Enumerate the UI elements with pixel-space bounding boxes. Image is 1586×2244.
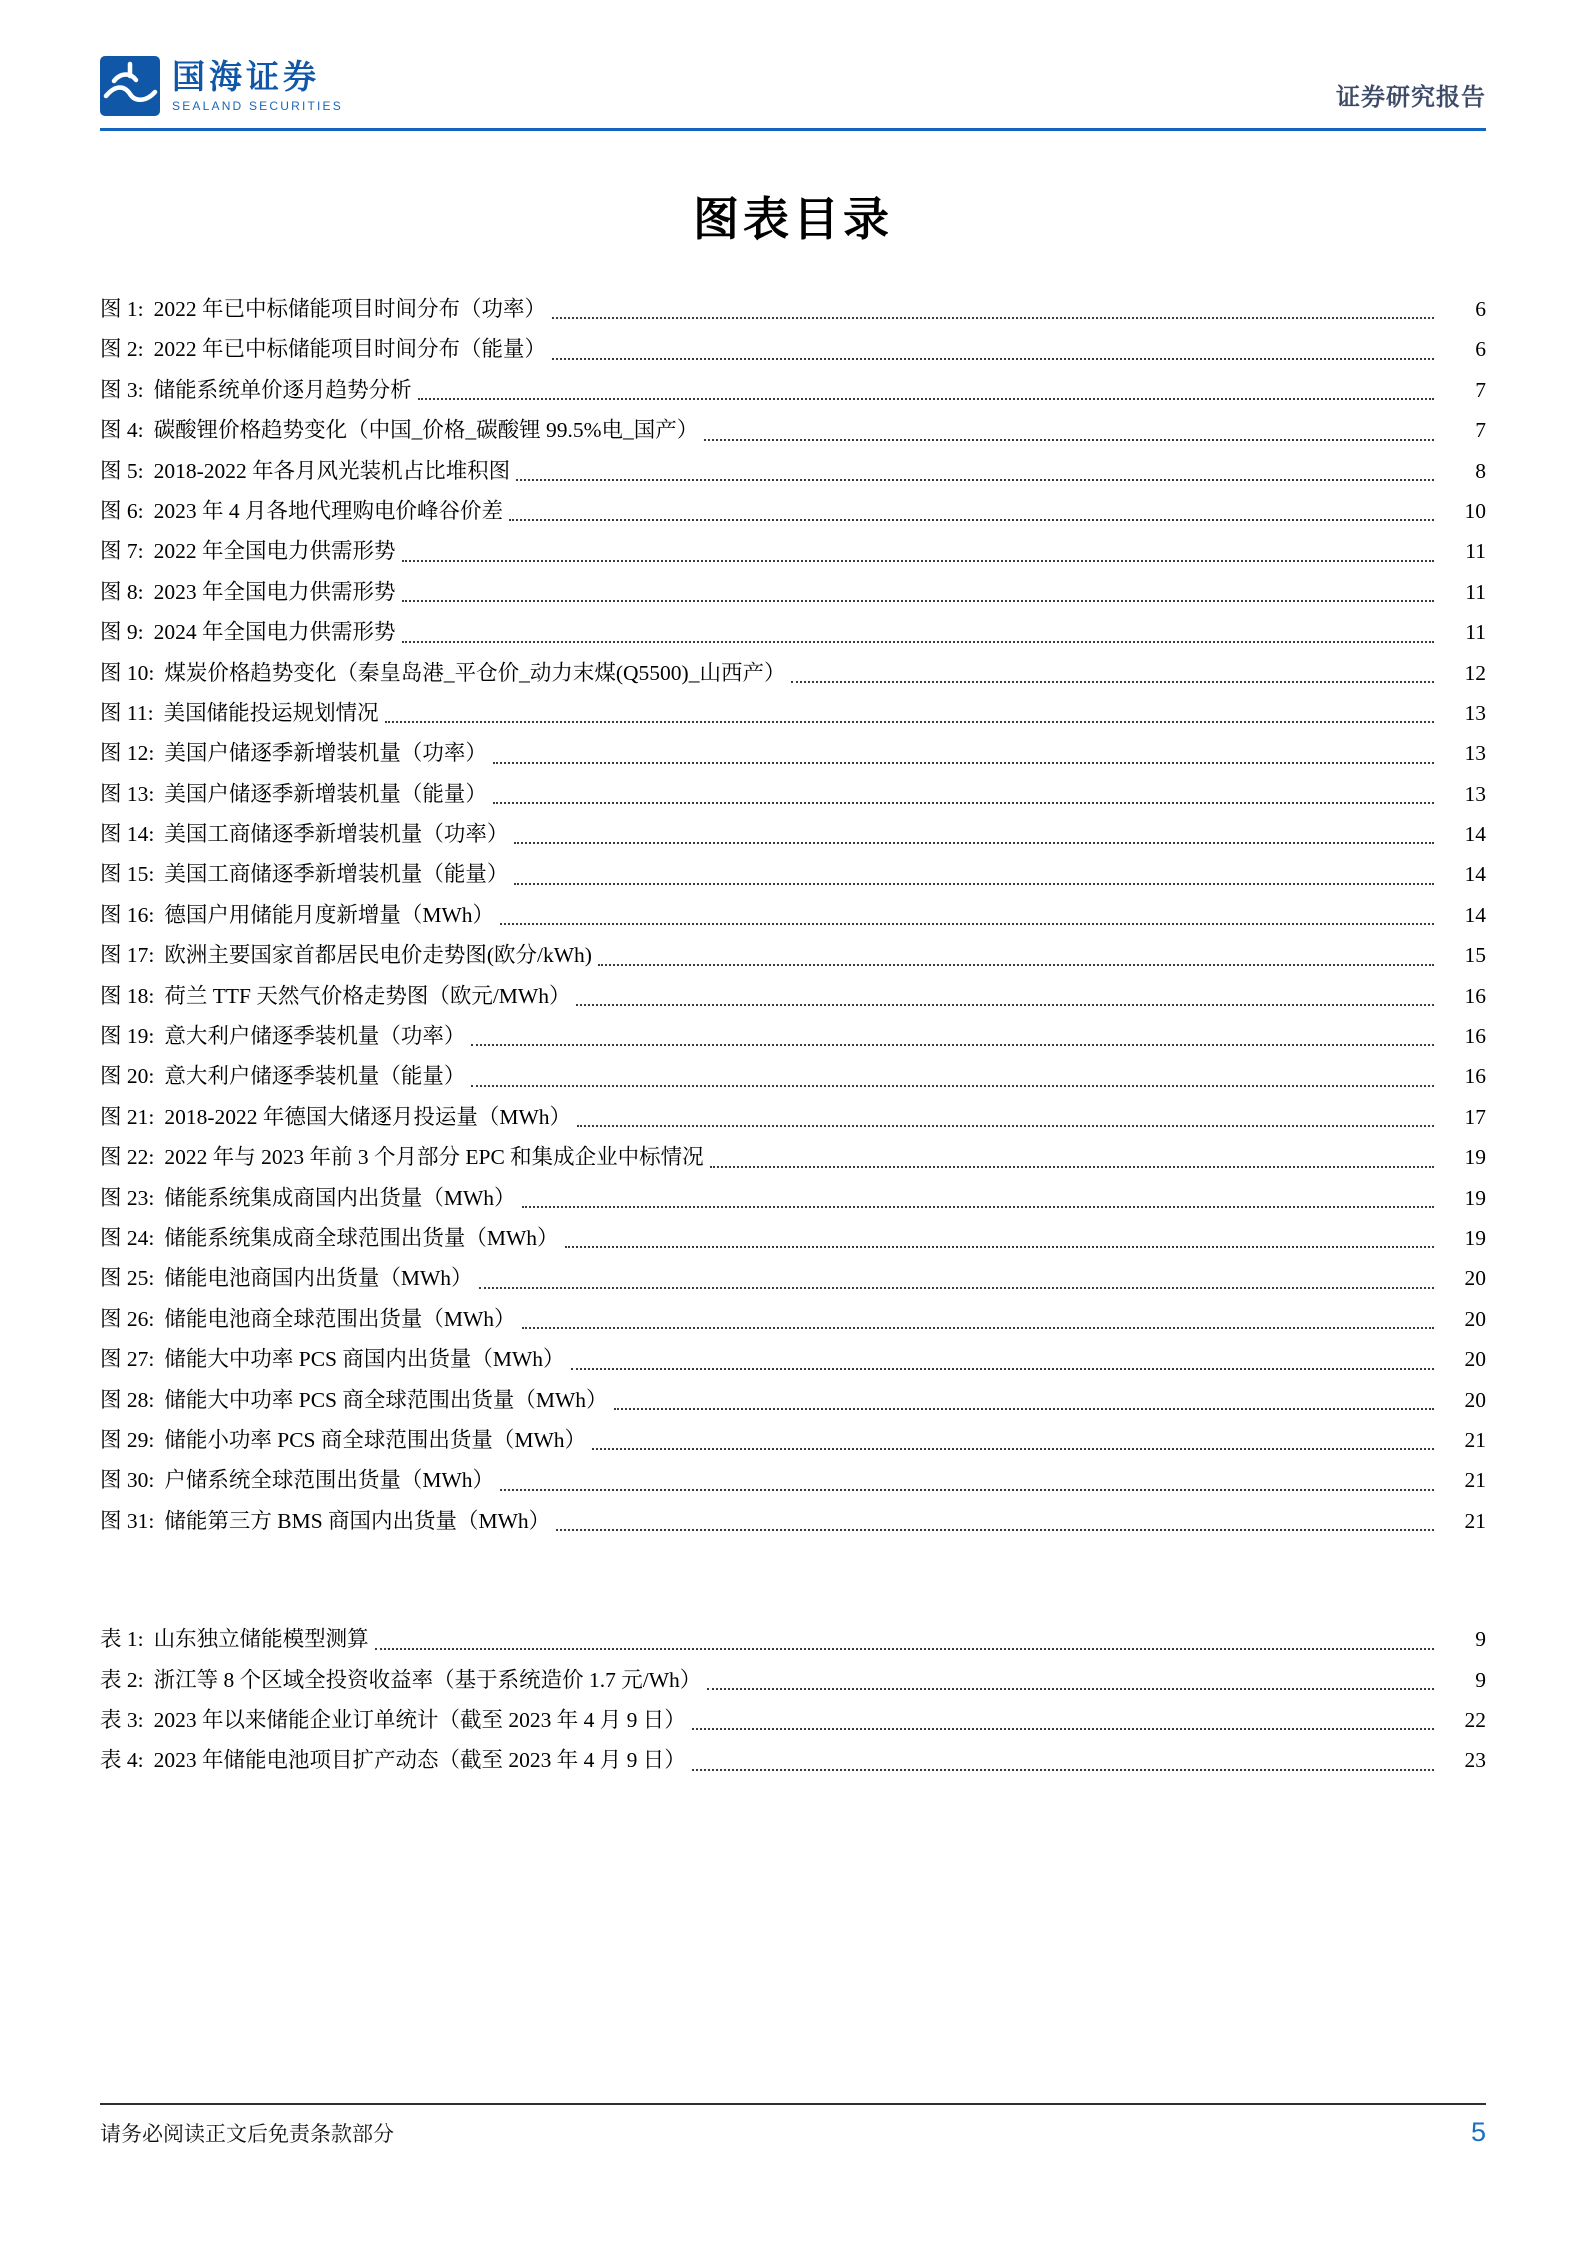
brand-name-cn: 国海证券 [172,58,320,96]
toc-entry-label: 图 30: [100,1468,155,1493]
dot-leader [692,1769,1434,1771]
toc-entry-page: 20 [1464,1266,1486,1291]
toc-entry-title: 美国户储逐季新增装机量（能量） [164,781,487,806]
toc-entry-page: 19 [1464,1185,1486,1210]
toc-entry-page: 20 [1464,1387,1486,1412]
toc-entry-title: 荷兰 TTF 天然气价格走势图（欧元/MWh） [164,983,571,1008]
dot-leader [614,1408,1434,1410]
toc-entry-title: 2022 年已中标储能项目时间分布（能量） [153,337,546,362]
toc-entry[interactable] [100,531,1486,571]
toc-entry-page: 6 [1475,337,1486,362]
toc-entry-title: 2022 年已中标储能项目时间分布（功率） [153,297,546,321]
dot-leader [385,721,1434,723]
dot-leader [479,1287,1434,1289]
toc-entry[interactable] [100,976,1486,1016]
toc-entry-title: 2023 年以来储能企业订单统计（截至 2023 年 4 月 9 日） [153,1707,686,1732]
toc-entry-title: 意大利户储逐季装机量（能量） [164,1064,466,1089]
toc-entry[interactable] [100,491,1486,531]
dot-leader [692,1728,1434,1730]
toc-entry[interactable] [100,1619,1486,1659]
toc-entry-label: 图 21: [100,1104,155,1129]
toc-entry-title: 德国户用储能月度新增量（MWh） [164,902,495,927]
page-number: 5 [1470,2117,1486,2147]
toc-entry-label: 图 28: [100,1387,155,1412]
toc-entry-label: 图 23: [100,1185,155,1210]
toc-entry-page: 14 [1464,902,1486,927]
toc-entry-title: 2022 年全国电力供需形势 [153,539,396,564]
toc-entry[interactable] [100,895,1486,935]
dot-leader [375,1648,1434,1650]
toc-entry-page: 10 [1464,498,1486,523]
toc-entry-page: 11 [1465,579,1486,604]
table-toc-list [100,1619,1486,1781]
toc-entry[interactable] [100,1740,1486,1780]
toc-entry-page: 15 [1464,943,1486,968]
toc-entry[interactable] [100,1056,1486,1096]
dot-leader [514,842,1434,844]
toc-entry-page: 6 [1475,297,1486,321]
dot-leader [576,1004,1434,1006]
toc-entry-title: 储能系统单价逐月趋势分析 [153,377,412,402]
toc-entry-label: 表 3: [100,1707,144,1732]
toc-entry-title: 美国工商储逐季新增装机量（能量） [164,862,509,887]
dot-leader [592,1448,1434,1450]
toc-entry[interactable] [100,1339,1486,1379]
toc-entry-label: 图 25: [100,1266,155,1291]
toc-entry-label: 图 17: [100,943,155,968]
toc-entry-title: 美国工商储逐季新增装机量（功率） [164,822,509,847]
toc-entry-page: 7 [1475,377,1486,402]
dot-leader [704,439,1434,441]
toc-entry[interactable] [100,854,1486,894]
brand-name-en: SEALAND SECURITIES [172,98,343,113]
toc-entry-page: 9 [1475,1667,1486,1692]
toc-entry-label: 图 10: [100,660,155,685]
dot-leader [402,641,1435,643]
toc-entry[interactable] [100,1380,1486,1420]
toc-entry-title: 美国储能投运规划情况 [163,700,379,725]
toc-entry-label: 图 29: [100,1427,155,1452]
brand [100,56,343,116]
toc-entry-title: 储能大中功率 PCS 商全球范围出货量（MWh） [164,1387,608,1412]
toc-entry[interactable] [100,814,1486,854]
toc-entry-label: 图 20: [100,1064,155,1089]
toc-entry[interactable] [100,1137,1486,1177]
toc-entry-title: 储能系统集成商国内出货量（MWh） [164,1185,516,1210]
toc-entry-title: 储能第三方 BMS 商国内出货量（MWh） [164,1508,551,1533]
toc-entry-title: 2024 年全国电力供需形势 [153,620,396,645]
toc-entry[interactable] [100,1299,1486,1339]
toc-entry[interactable] [100,774,1486,814]
dot-leader [500,1489,1434,1491]
toc-entry[interactable] [100,935,1486,975]
toc-entry[interactable] [100,410,1486,450]
toc-entry-label: 图 31: [100,1508,155,1533]
toc-entry[interactable] [100,1218,1486,1258]
toc-entry[interactable] [100,1016,1486,1056]
dot-leader [471,1085,1434,1087]
toc-entry-label: 图 24: [100,1225,155,1250]
toc-main [100,183,1486,1781]
toc-entry-title: 储能电池商全球范围出货量（MWh） [164,1306,516,1331]
dot-leader [493,802,1434,804]
toc-entry-title: 储能电池商国内出货量（MWh） [164,1266,473,1291]
toc-entry-title: 储能小功率 PCS 商全球范围出货量（MWh） [164,1427,587,1452]
toc-entry-page: 16 [1464,1024,1486,1049]
page-header [100,0,1486,116]
toc-entry-label: 图 6: [100,498,144,523]
toc-entry-page: 16 [1464,1064,1486,1089]
toc-entry-title: 煤炭价格趋势变化（秦皇岛港_平仓价_动力末煤(Q5500)_山西产） [164,660,786,685]
toc-entry-label: 表 1: [100,1627,144,1652]
toc-entry-label: 图 7: [100,539,144,564]
dot-leader [418,398,1434,400]
toc-entry-title: 碳酸锂价格趋势变化（中国_价格_碳酸锂 99.5%电_国产） [153,418,699,443]
toc-entry-title: 2018-2022 年德国大储逐月投运量（MWh） [164,1104,572,1129]
figure-toc-list [100,289,1486,1541]
toc-entry[interactable] [100,693,1486,733]
toc-entry-page: 19 [1464,1145,1486,1170]
dot-leader [556,1529,1434,1531]
toc-entry-page: 8 [1475,458,1486,483]
toc-entry-page: 9 [1475,1627,1486,1652]
toc-entry-page: 17 [1464,1104,1486,1129]
toc-entry[interactable] [100,329,1486,369]
brand-text [172,59,343,112]
dot-leader [402,560,1435,562]
toc-entry-title: 2018-2022 年各月风光装机占比堆积图 [153,458,511,483]
toc-entry-label: 图 19: [100,1024,155,1049]
toc-entry-page: 21 [1464,1468,1486,1493]
toc-entry-title: 2023 年 4 月各地代理购电价峰谷价差 [153,498,503,523]
page-title: 图表目录 [693,194,893,245]
toc-entry-title: 户储系统全球范围出货量（MWh） [164,1468,495,1493]
toc-entry-label: 图 11: [100,700,154,725]
toc-entry-page: 19 [1464,1225,1486,1250]
toc-entry-label: 图 12: [100,741,155,766]
toc-entry-title: 2022 年与 2023 年前 3 个月部分 EPC 和集成企业中标情况 [164,1145,704,1170]
toc-entry-label: 图 3: [100,377,144,402]
toc-entry-page: 21 [1464,1427,1486,1452]
dot-leader [791,681,1434,683]
toc-entry-label: 图 2: [100,337,144,362]
toc-entry-title: 美国户储逐季新增装机量（功率） [164,741,487,766]
toc-entry-label: 图 1: [100,297,144,321]
dot-leader [571,1368,1434,1370]
toc-entry-page: 7 [1475,418,1486,443]
dot-leader [514,883,1434,885]
toc-entry[interactable] [100,1178,1486,1218]
toc-entry-label: 图 4: [100,418,144,443]
toc-entry-label: 图 22: [100,1145,155,1170]
footer-disclaimer: 请务必阅读正文后免责条款部分 [100,2122,394,2146]
toc-entry-page: 14 [1464,862,1486,887]
toc-entry-page: 16 [1464,983,1486,1008]
toc-entry[interactable] [100,1501,1486,1541]
toc-entry-label: 图 8: [100,579,144,604]
toc-entry-title: 浙江等 8 个区域全投资收益率（基于系统造价 1.7 元/Wh） [153,1667,702,1692]
toc-entry-label: 图 14: [100,822,155,847]
page-footer [100,2103,1486,2148]
dot-leader [522,1206,1434,1208]
dot-leader [471,1044,1434,1046]
toc-entry-title: 2023 年储能电池项目扩产动态（截至 2023 年 4 月 9 日） [153,1748,686,1773]
toc-entry[interactable] [100,733,1486,773]
toc-entry-page: 13 [1464,700,1486,725]
dot-leader [552,317,1434,319]
toc-entry[interactable] [100,1460,1486,1500]
toc-entry[interactable] [100,1420,1486,1460]
toc-entry-title: 储能大中功率 PCS 商国内出货量（MWh） [164,1347,565,1372]
dot-leader [565,1246,1434,1248]
toc-entry-label: 图 26: [100,1306,155,1331]
toc-entry[interactable] [100,612,1486,652]
dot-leader [402,600,1435,602]
toc-entry-page: 14 [1464,822,1486,847]
toc-entry-label: 图 13: [100,781,155,806]
toc-entry-page: 21 [1464,1508,1486,1533]
toc-entry[interactable] [100,1258,1486,1298]
toc-entry[interactable] [100,1700,1486,1740]
report-type-label: 证券研究报告 [1336,85,1486,111]
toc-entry-label: 表 4: [100,1748,144,1773]
dot-leader [516,479,1434,481]
toc-entry[interactable] [100,1660,1486,1700]
dot-leader [500,923,1434,925]
toc-entry-title: 2023 年全国电力供需形势 [153,579,396,604]
header-divider [100,128,1486,131]
toc-entry-title: 意大利户储逐季装机量（功率） [164,1024,466,1049]
toc-entry-label: 图 9: [100,620,144,645]
dot-leader [577,1125,1434,1127]
dot-leader [598,964,1434,966]
toc-entry[interactable] [100,370,1486,410]
toc-entry[interactable] [100,653,1486,693]
toc-entry-page: 20 [1464,1306,1486,1331]
dot-leader [509,519,1434,521]
toc-entry-label: 图 15: [100,862,155,887]
toc-entry[interactable] [100,451,1486,491]
toc-entry-page: 11 [1465,539,1486,564]
dot-leader [552,358,1434,360]
dot-leader [493,762,1434,764]
toc-entry[interactable] [100,1097,1486,1137]
toc-entry-label: 图 5: [100,458,144,483]
toc-entry-label: 图 27: [100,1347,155,1372]
toc-entry-page: 20 [1464,1347,1486,1372]
toc-entry-page: 13 [1464,741,1486,766]
toc-entry-title: 欧洲主要国家首都居民电价走势图(欧分/kWh) [164,943,592,968]
dot-leader [707,1688,1434,1690]
dot-leader [710,1166,1434,1168]
toc-entry-page: 13 [1464,781,1486,806]
toc-entry-page: 11 [1465,620,1486,645]
toc-entry-title: 山东独立储能模型测算 [153,1627,369,1652]
toc-entry-label: 图 16: [100,902,155,927]
toc-entry-page: 23 [1464,1748,1486,1773]
toc-entry-page: 22 [1464,1707,1486,1732]
dot-leader [522,1327,1434,1329]
brand-logo-icon [100,56,160,116]
toc-entry-label: 表 2: [100,1667,144,1692]
toc-entry-title: 储能系统集成商全球范围出货量（MWh） [164,1225,559,1250]
toc-entry[interactable] [100,572,1486,612]
toc-entry[interactable] [100,289,1486,329]
toc-entry-label: 图 18: [100,983,155,1008]
toc-entry-page: 12 [1464,660,1486,685]
